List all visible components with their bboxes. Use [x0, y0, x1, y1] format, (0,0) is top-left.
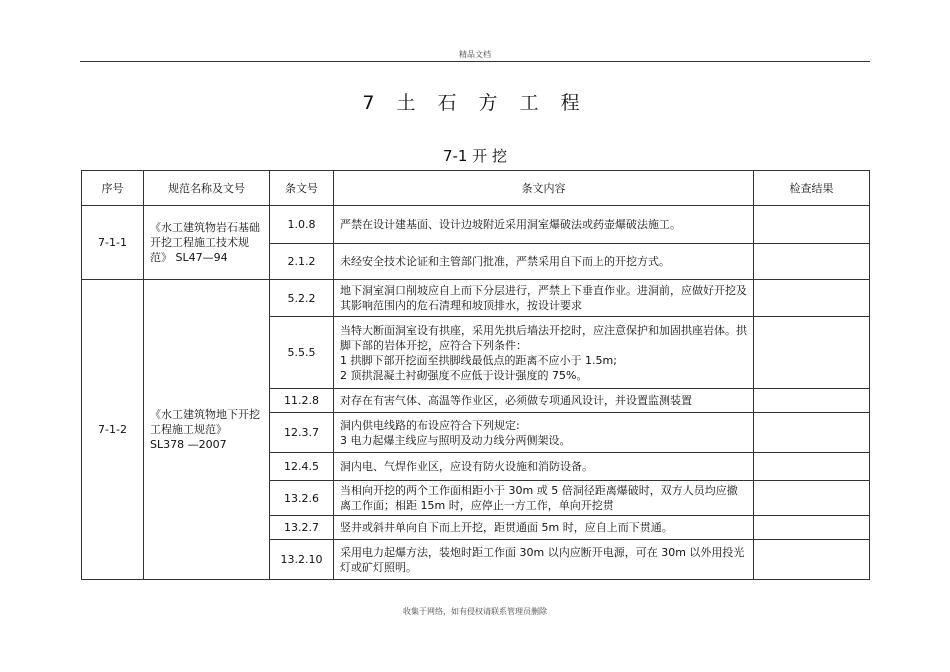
norm-cell: 《水工建筑物地下开挖工程施工规范》 SL378 —2007	[144, 280, 270, 580]
content-text: 当相向开挖的两个工作面相距小于 30m 或 5 倍洞径距离爆破时，双方人员均应撤离工作面；相距 15m 时，应停止一方工作，单向开挖贯	[340, 484, 738, 512]
content-cell	[334, 413, 754, 453]
clause-cell: 1.0.8	[270, 206, 334, 244]
column-header-content: 条文内容	[334, 171, 754, 206]
column-header-seq: 序号	[82, 171, 144, 206]
section-title: 7-1 开 挖	[442, 147, 508, 165]
result-cell[interactable]	[754, 481, 870, 516]
content-text: 采用电力起爆方法，装炮时距工作面 30m 以内应断开电源，可在 30m 以外用投光灯或矿灯照明。	[340, 545, 745, 574]
content-text: 对存在有害气体、高温等作业区，必须做专项通风设计，并设置监测装置	[340, 394, 692, 407]
clause-cell: 2.1.2	[270, 244, 334, 280]
table-row	[82, 206, 870, 244]
result-cell[interactable]	[754, 389, 870, 413]
inspection-table	[81, 170, 870, 580]
column-header-norm: 规范名称及文号	[144, 171, 270, 206]
result-cell[interactable]	[754, 540, 870, 580]
content-text: 1 拱脚下部开挖面至拱脚线最低点的距离不应小于 1.5m;	[340, 353, 617, 367]
content-cell	[334, 206, 754, 244]
content-cell	[334, 389, 754, 413]
result-cell[interactable]	[754, 516, 870, 540]
content-text: 洞内电、气焊作业区，应设有防火设施和消防设备。	[340, 460, 593, 473]
clause-cell: 12.4.5	[270, 453, 334, 481]
seq-cell: 7-1-2	[82, 280, 144, 580]
result-cell[interactable]	[754, 453, 870, 481]
content-cell	[334, 540, 754, 580]
result-cell[interactable]	[754, 317, 870, 389]
norm-cell: 《水工建筑物岩石基础开挖工程施工技术规范》 SL47—94	[144, 206, 270, 280]
clause-cell: 13.2.7	[270, 516, 334, 540]
content-text: 竖井或斜井单向自下而上开挖，距贯通面 5m 时，应自上而下贯通。	[340, 521, 673, 534]
content-text: 地下洞室洞口削坡应自上而下分层进行，严禁上下垂直作业。进洞前，应做好开挖及其影响范围内的危石清理和坡顶排水，按设计要求	[340, 284, 747, 312]
result-cell[interactable]	[754, 280, 870, 317]
page-header: 精品文档	[459, 50, 491, 59]
header-divider	[80, 61, 870, 62]
clause-cell: 5.5.5	[270, 317, 334, 389]
result-cell[interactable]	[754, 206, 870, 244]
content-cell	[334, 317, 754, 389]
content-cell	[334, 453, 754, 481]
clause-cell: 13.2.10	[270, 540, 334, 580]
content-cell	[334, 244, 754, 280]
clause-cell: 13.2.6	[270, 481, 334, 516]
content-text: 严禁在设计建基面、设计边坡附近采用洞室爆破法或药壶爆破法施工。	[340, 218, 681, 231]
table-header-row	[82, 171, 870, 206]
content-cell	[334, 481, 754, 516]
column-header-clause: 条文号	[270, 171, 334, 206]
result-cell[interactable]	[754, 413, 870, 453]
page-footer: 收集于网络，如有侵权请联系管理员删除	[403, 607, 547, 616]
seq-cell: 7-1-1	[82, 206, 144, 280]
content-cell	[334, 516, 754, 540]
clause-cell: 5.2.2	[270, 280, 334, 317]
clause-cell: 11.2.8	[270, 389, 334, 413]
content-text: 当特大断面洞室设有拱座，采用先拱后墙法开挖时，应注意保护和加固拱座岩体。拱脚下部的岩体开挖，应符合下列条件：	[340, 323, 747, 352]
content-text: 3 电力起爆主线应与照明及动力线分两侧架设。	[340, 433, 571, 447]
table-row	[82, 280, 870, 317]
clause-cell: 12.3.7	[270, 413, 334, 453]
content-text: 未经安全技术论证和主管部门批准，严禁采用自下而上的开挖方式。	[340, 255, 670, 268]
result-cell[interactable]	[754, 244, 870, 280]
content-text: 2 顶拱混凝土衬砌强度不应低于设计强度的 75%。	[340, 368, 588, 382]
content-cell	[334, 280, 754, 317]
column-header-result: 检查结果	[754, 171, 870, 206]
chapter-title: 7 土 石 方 工 程	[362, 92, 588, 114]
content-text: 洞内供电线路的布设应符合下列规定:	[340, 418, 520, 432]
